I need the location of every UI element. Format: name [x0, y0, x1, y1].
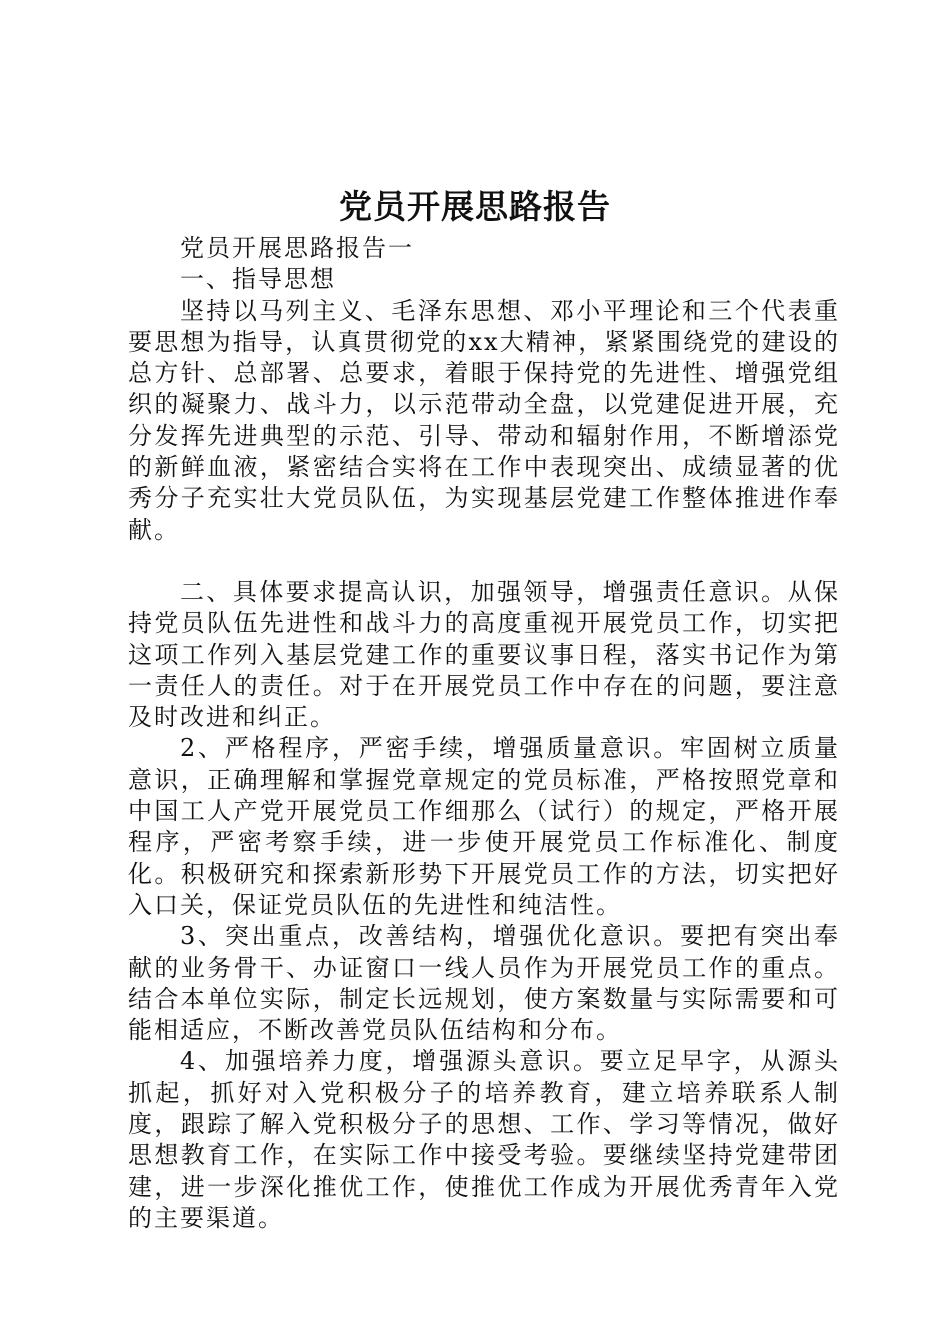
report-subtitle: 党员开展思路报告一 [180, 234, 414, 262]
paragraph-highlight-key-points: 3、突出重点，改善结构，增强优化意识。要把有突出奉献的业务骨干、办证窗口一线人员作为开展党员工作的重点。结合本单位实际，制定长远规划，使方案数量与实际需要和可能相适应，不断改善党员队伍结构和分布。 [128, 922, 840, 1045]
paragraph-strengthen-training: 4、加强培养力度，增强源头意识。要立足早字，从源头抓起，抓好对入党积极分子的培养教育，建立培养联系人制度，跟踪了解入党积极分子的思想、工作、学习等情况，做好思想教育工作，在实际工作中接受考验。要继续坚持党建带团建，进一步深化推优工作，使推优工作成为开展优秀青年入党的主要渠道。 [128, 1047, 840, 1232]
document-title: 党员开展思路报告 [339, 187, 611, 226]
document-body [128, 233, 840, 1234]
section-heading-guiding-ideology: 一、指导思想 [180, 265, 336, 294]
paragraph-strict-procedures: 2、严格程序，严密手续，增强质量意识。牢固树立质量意识，正确理解和掌握党章规定的党员标准，严格按照党章和中国工人产党开展党员工作细那么（试行）的规定，严格开展程序，严密考察手续，进一步使开展党员工作标准化、制度化。积极研究和探索新形势下开展党员工作的方法，切实把好入口关，保证党员队伍的先进性和纯洁性。 [128, 734, 840, 919]
paragraph-guiding-ideology: 坚持以马列主义、毛泽东思想、邓小平理论和三个代表重要思想为指导，认真贯彻党的xx大精神，紧紧围绕党的建设的总方针、总部署、总要求，着眼于保持党的先进性、增强党组织的凝聚力、战斗力，以示范带动全盘，以党建促进开展，充分发挥先进典型的示范、引导、带动和辐射作用，不断增添党的新鲜血液，紧密结合实将在工作中表现突出、成绩显著的优秀分子充实壮大党员队伍，为实现基层党建工作整体推进作奉献。 [128, 296, 840, 544]
paragraph-specific-requirements: 二、具体要求提高认识，加强领导，增强责任意识。从保持党员队伍先进性和战斗力的高度重视开展党员工作，切实把这项工作列入基层党建工作的重要议事日程，落实书记作为第一责任人的责任。对于在开展党员工作中存在的问题，要注意及时改进和纠正。 [128, 577, 840, 732]
